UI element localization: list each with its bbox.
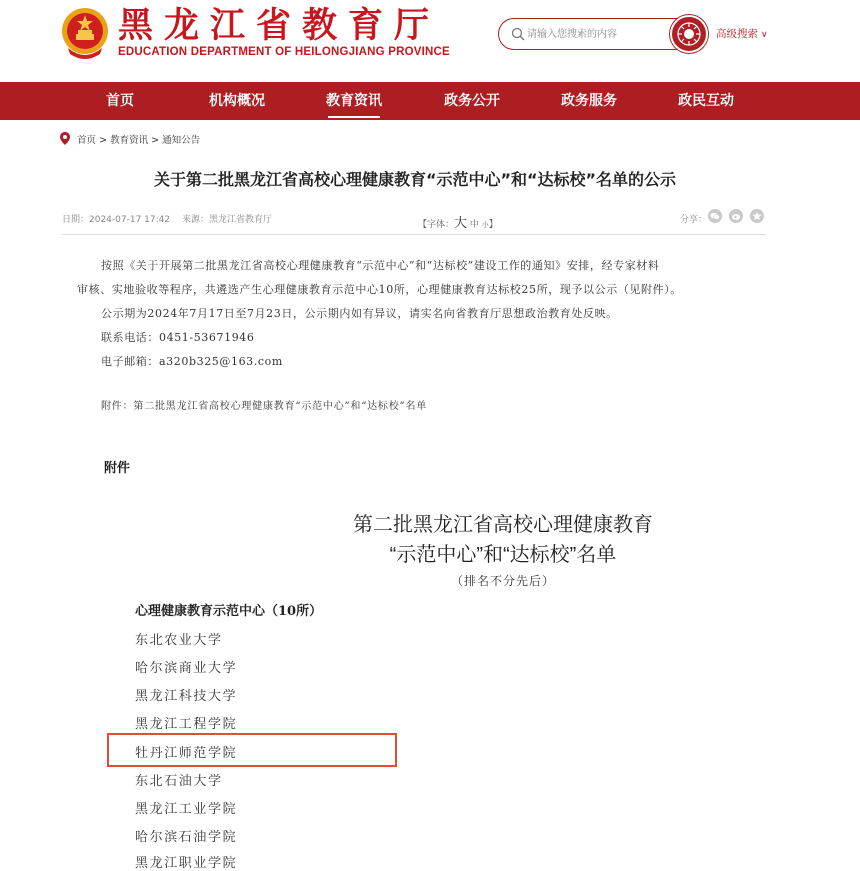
weibo-share-icon[interactable] bbox=[729, 209, 743, 223]
meta-divider bbox=[62, 234, 766, 235]
article-date: 日期：2024-07-17 17:42 bbox=[62, 215, 171, 225]
attachment-heading: 附件 bbox=[104, 461, 131, 476]
article-source: 来源：黑龙江省教育厅 bbox=[182, 215, 273, 225]
main-nav bbox=[0, 82, 860, 120]
article-paragraph-1-line-2: 审核、实地验收等程序，共遴选产生心理健康教育示范中心10所，心理健康教育达标校25所，现予以公示（见附件）。 bbox=[77, 283, 682, 296]
breadcrumb-separator: > bbox=[99, 135, 108, 146]
font-size-label: 【字体： bbox=[418, 220, 455, 230]
breadcrumb-separator: > bbox=[151, 135, 160, 146]
nav-item-government-services[interactable]: 政务服务 bbox=[561, 93, 617, 109]
breadcrumb-home[interactable]: 首页 bbox=[77, 135, 97, 146]
site-title-english: EDUCATION DEPARTMENT OF HEILONGJIANG PROVINCE bbox=[118, 46, 450, 58]
school-list-item: 东北农业大学 bbox=[135, 633, 223, 648]
school-list-item: 哈尔滨商业大学 bbox=[135, 661, 238, 676]
section-heading-demo-centers: 心理健康教育示范中心（10所） bbox=[135, 604, 323, 619]
school-list-item: 东北石油大学 bbox=[135, 774, 223, 789]
school-list-item-partial: 黑龙江职业学院 bbox=[135, 856, 238, 871]
highlight-box bbox=[107, 733, 397, 767]
article-paragraph-2: 公示期为2024年7月17日至7月23日，公示期内如有异议，请实名向省教育厅思想政治教育处反映。 bbox=[101, 307, 618, 320]
nav-item-organization[interactable]: 机构概况 bbox=[209, 93, 265, 109]
breadcrumb bbox=[60, 132, 200, 146]
wechat-share-icon[interactable] bbox=[708, 209, 722, 223]
attachment-subtitle: （排名不分先后） bbox=[450, 574, 555, 588]
search-button[interactable] bbox=[670, 15, 708, 53]
article-title: 关于第二批黑龙江省高校心理健康教育“示范中心”和“达标校”名单的公示 bbox=[153, 170, 677, 189]
contact-email: 电子邮箱：a320b325@163.com bbox=[101, 355, 283, 368]
search-icon bbox=[511, 27, 525, 41]
search-input[interactable] bbox=[527, 25, 667, 43]
font-size-label-close: 】 bbox=[488, 220, 498, 230]
school-list-item: 黑龙江工业学院 bbox=[135, 802, 238, 817]
nav-item-government-affairs[interactable]: 政务公开 bbox=[444, 93, 500, 109]
advanced-search-label: 高级搜索 bbox=[716, 28, 758, 40]
nav-item-public-interaction[interactable]: 政民互动 bbox=[678, 93, 734, 109]
breadcrumb-notices[interactable]: 通知公告 bbox=[162, 135, 201, 146]
font-size-small-button[interactable]: 小 bbox=[481, 221, 489, 229]
school-list-item: 黑龙江工程学院 bbox=[135, 717, 238, 732]
font-size-medium-button[interactable]: 中 bbox=[469, 220, 479, 230]
chevron-down-icon: ∨ bbox=[761, 30, 768, 40]
qzone-share-icon[interactable] bbox=[750, 209, 764, 223]
location-pin-icon bbox=[60, 132, 70, 145]
school-list-item: 黑龙江科技大学 bbox=[135, 689, 238, 704]
school-list-item-highlighted: 牡丹江师范学院 bbox=[135, 746, 238, 761]
national-emblem-icon bbox=[60, 6, 110, 60]
attachment-title-line-1: 第二批黑龙江省高校心理健康教育 bbox=[353, 514, 653, 536]
nav-item-home[interactable]: 首页 bbox=[106, 93, 134, 109]
attachment-title-line-2: “示范中心”和“达标校”名单 bbox=[389, 544, 617, 566]
site-header bbox=[0, 0, 860, 82]
nav-item-education-news[interactable]: 教育资讯 bbox=[314, 82, 394, 120]
share-label: 分享： bbox=[680, 215, 708, 225]
attachment-link[interactable]: 附件：第二批黑龙江省高校心理健康教育“示范中心”和“达标校”名单 bbox=[101, 401, 428, 412]
font-size-large-button[interactable]: 大 bbox=[454, 216, 468, 231]
school-list-item: 哈尔滨石油学院 bbox=[135, 830, 238, 845]
contact-phone: 联系电话：0451-53671946 bbox=[101, 331, 255, 344]
search-button-emblem-icon bbox=[676, 21, 702, 47]
breadcrumb-education-news[interactable]: 教育资讯 bbox=[110, 135, 149, 146]
advanced-search-link[interactable] bbox=[716, 26, 768, 41]
article-paragraph-1-line-1: 按照《关于开展第二批黑龙江省高校心理健康教育“示范中心”和“达标校”建设工作的通知》安排，经专家材料 bbox=[101, 259, 660, 272]
font-size-control bbox=[418, 212, 498, 231]
site-title[interactable]: 黑龙江省教育厅 bbox=[118, 5, 441, 46]
